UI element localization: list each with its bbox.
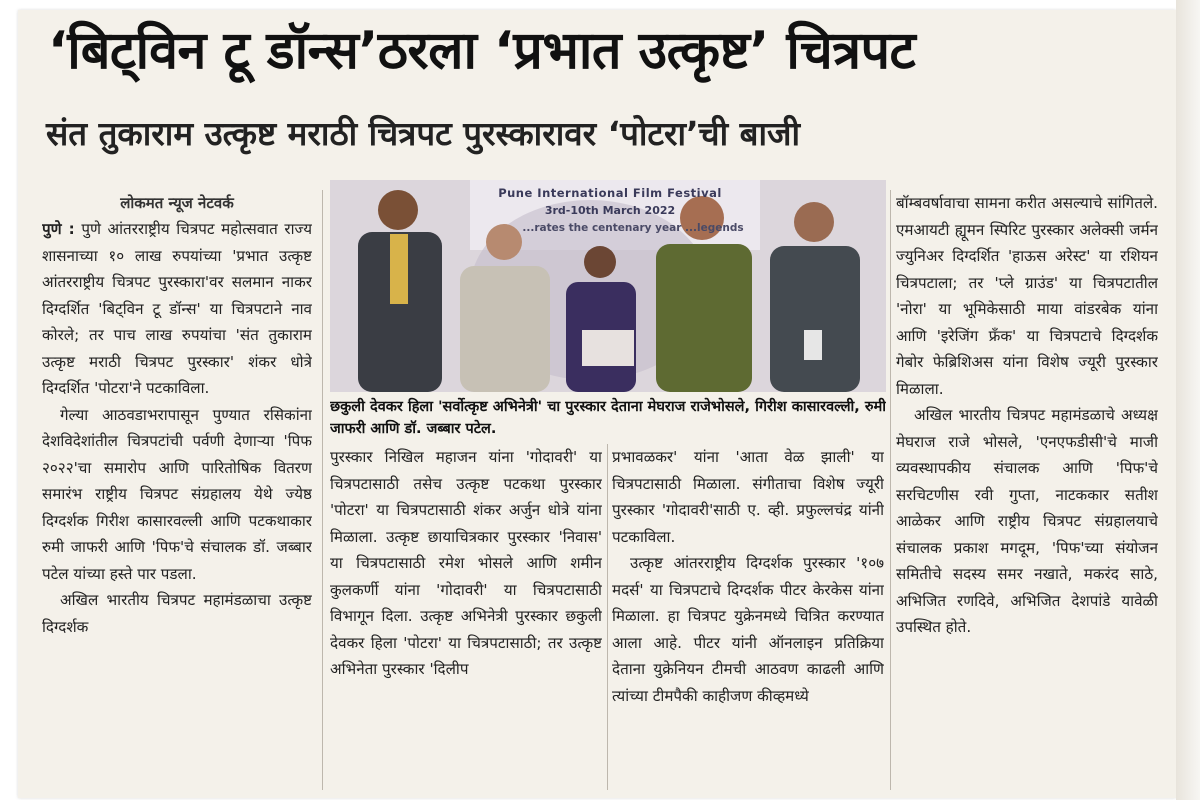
page-edge <box>1176 0 1200 800</box>
column-divider-3 <box>890 190 891 790</box>
paragraph-8: अखिल भारतीय चित्रपट महामंडळाचे अध्यक्ष मेघराज राजे भोसले, 'एनएफडीसी'चे माजी व्यवस्थापकीय संचालक आणि 'पिफ'चे सरचिटणीस रवी गुप्ता, नाटककार सतीश आळेकर आणि राष्ट्रीय चित्रपट संग्रहालयाचे संचालक प्रकाश मगदूम, 'पिफ'च्या संयोजन समितीचे सदस्य समर नखाते, मकरंद साठे, अभिजित रणदिवे, अभिजित देशपांडे यावेळी उपस्थित होते. <box>896 406 1158 636</box>
paragraph-1 <box>42 216 312 402</box>
award-photo <box>330 180 886 392</box>
paragraph-5: प्रभावळकर' यांना 'आता वेळ झाली' या चित्रपटासाठी मिळाला. संगीताचा विशेष ज्यूरी पुरस्कार 'गोदावरी'साठी ए. व्ही. प्रफुल्लचंद्र यांनी पटकाविला. <box>612 448 884 546</box>
article-column-4 <box>896 190 1158 790</box>
newspaper-clipping <box>18 10 1176 798</box>
photo-banner-title: Pune International Film Festival <box>498 186 722 200</box>
paragraph-7: बॉम्बवर्षावाचा सामना करीत असल्याचे सांगितले. एमआयटी ह्यूमन स्पिरिट पुरस्कार अलेक्सी जर्मन ज्युनिअर दिग्दर्शित 'हाऊस अरेस्ट' या रशियन चित्रपटाला; तर 'प्ले ग्राउंड' या चित्रपटातील 'नोरा' या भूमिकेसाठी माया वांडरबेक यांना आणि 'इरेजिंग फ्रँक' या चित्रपटाचे दिग्दर्शक गेबोर फेब्रिशिअस यांना विशेष ज्यूरी पुरस्कार मिळाला. <box>896 194 1158 398</box>
dateline: पुणे : <box>42 220 75 238</box>
column-divider-1 <box>322 190 323 790</box>
paragraph-4: पुरस्कार निखिल महाजन यांना 'गोदावरी' या चित्रपटासाठी तसेच उत्कृष्ट पटकथा पुरस्कार 'पोटरा' या चित्रपटासाठी शंकर अर्जुन धोत्रे यांना मिळाला. उत्कृष्ट छायाचित्रकार पुरस्कार 'निवास' या चित्रपटासाठी रमेश भोसले आणि शमीन कुलकर्णी यांना 'गोदावरी' या चित्रपटासाठी विभागून दिला. उत्कृष्ट अभिनेत्री पुरस्कार छकुली देवकर हिला 'पोटरा' या चित्रपटासाठी; तर उत्कृष्ट अभिनेता पुरस्कार 'दिलीप <box>330 448 602 678</box>
article-column-3 <box>612 444 884 790</box>
photo-caption: छकुली देवकर हिला 'सर्वोत्कृष्ट अभिनेत्री' चा पुरस्कार देताना मेघराज राजेभोसले, गिरीश कासारवल्ली, रुमी जाफरी आणि डॉ. जब्बार पटेल. <box>330 399 886 437</box>
paragraph-3: अखिल भारतीय चित्रपट महामंडळाचा उत्कृष्ट दिग्दर्शक <box>42 591 312 636</box>
paragraph-2: गेल्या आठवडाभरापासून पुण्यात रसिकांना देशविदेशांतील चित्रपटांची पर्वणी देणाऱ्या 'पिफ २०२२'चा समारोप आणि पारितोषिक वितरण समारंभ राष्ट्रीय चित्रपट संग्रहालय येथे ज्येष्ठ दिग्दर्शक गिरीश कासारवल्ली आणि पटकथाकार रुमी जाफरी आणि 'पिफ'चे संचालक डॉ. जब्बार पटेल यांच्या हस्ते पार पडला. <box>42 405 312 583</box>
headline: ‘बिट्विन टू डॉन्स’ठरला ‘प्रभात उत्कृष्ट’ चित्रपट <box>48 21 916 81</box>
paragraph-1-text: पुणे आंतरराष्ट्रीय चित्रपट महोत्सवात राज्य शासनाच्या १० लाख रुपयांच्या 'प्रभात उत्कृष्ट आंतरराष्ट्रीय चित्रपट पुरस्कारा'वर सलमान नाकर दिग्दर्शित 'बिट्विन टू डॉन्स' या चित्रपटाने नाव कोरले; तर पाच लाख रुपयांचा 'संत तुकाराम उत्कृष्ट मराठी चित्रपट पुरस्कार' शंकर धोत्रे दिग्दर्शित 'पोटरा'ने पटकाविला. <box>42 220 312 397</box>
subheadline: संत तुकाराम उत्कृष्ट मराठी चित्रपट पुरस्कारावर ‘पोटरा’ची बाजी <box>46 114 801 153</box>
paragraph-6: उत्कृष्ट आंतरराष्ट्रीय दिग्दर्शक पुरस्कार '१०७ मदर्स' या चित्रपटाचे दिग्दर्शक पीटर केरकेस यांना मिळाला. हा चित्रपट युक्रेनमध्ये चित्रित करण्यात आला आहे. पीटर यांनी ऑनलाइन प्रतिक्रिया देताना युक्रेनियन टीमची आठवण काढली आणि त्यांच्या टीमपैकी काहीजण कीव्हमध्ये <box>612 554 884 705</box>
photo-banner-tagline: ...rates the centenary year ...legends <box>522 222 744 234</box>
article-column-1 <box>42 190 312 790</box>
byline: लोकमत न्यूज नेटवर्क <box>120 194 234 212</box>
column-divider-2 <box>607 444 608 790</box>
photo-banner-dates: 3rd-10th March 2022 <box>544 204 676 217</box>
article-column-2 <box>330 444 602 790</box>
